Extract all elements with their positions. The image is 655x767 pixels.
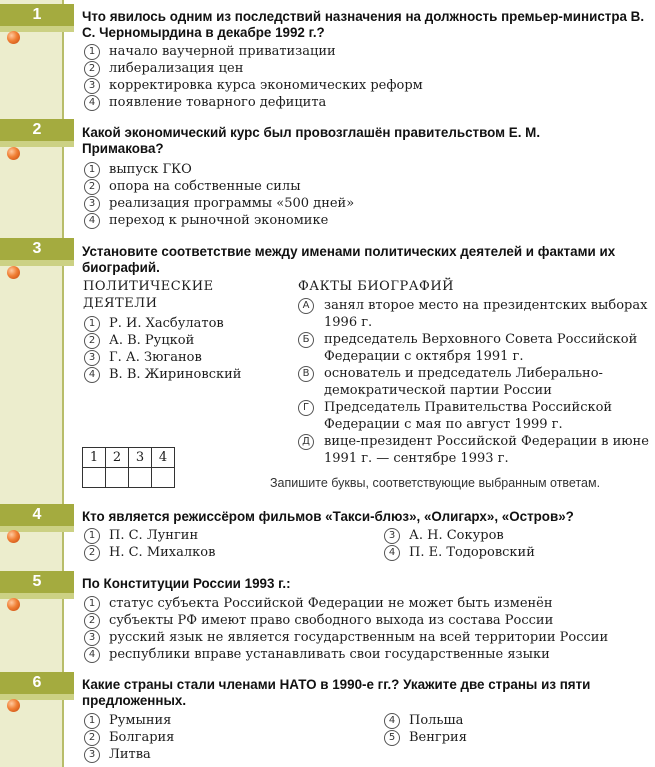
question-5-bullet-icon [7, 598, 20, 611]
answer-instruction: Запишите буквы, соответствующие выбранным ответам. [270, 476, 601, 490]
question-1-bullet-icon [7, 31, 20, 44]
question-1-option[interactable]: 1 начало ваучерной приватизации [84, 43, 336, 60]
question-1-option[interactable]: 3 корректировка курса экономических реформ [84, 77, 423, 94]
politician-item[interactable]: 3 Г. А. Зюганов [84, 349, 202, 366]
question-2-option[interactable]: 2 опора на собственные силы [84, 178, 301, 195]
question-2-number: 2 [0, 119, 74, 141]
question-1-text: Что явилось одним из последствий назначения на должность премьер-министра В. С. Черномырдина в декабре 1992 г.? [82, 9, 645, 40]
politician-item[interactable]: 2 А. В. Руцкой [84, 332, 194, 349]
question-1-option[interactable]: 2 либерализация цен [84, 60, 243, 77]
question-6-option[interactable]: 5 Венгрия [384, 729, 467, 746]
politicians-column-header: ПОЛИТИЧЕСКИЕ ДЕЯТЕЛИ [83, 279, 214, 311]
question-5-text: По Конституции России 1993 г.: [82, 576, 291, 591]
facts-column-header: ФАКТЫ БИОГРАФИЙ [298, 279, 455, 294]
question-6-option[interactable]: 3 Литва [84, 746, 151, 763]
question-4-bullet-icon [7, 530, 20, 543]
question-5-option[interactable]: 4 республики вправе устанавливать свои государственные языки [84, 646, 550, 663]
question-2-option[interactable]: 1 выпуск ГКО [84, 161, 192, 178]
question-6-bullet-icon [7, 699, 20, 712]
question-5-option[interactable]: 1 статус субъекта Российской Федерации не может быть изменён [84, 595, 553, 612]
question-2-bullet-icon [7, 147, 20, 160]
question-4-option[interactable]: 3 А. Н. Сокуров [384, 527, 504, 544]
question-3-number: 3 [0, 238, 74, 260]
question-4-option[interactable]: 1 П. С. Лунгин [84, 527, 198, 544]
question-2-option[interactable]: 4 переход к рыночной экономике [84, 212, 328, 229]
question-2-text: Какой экономический курс был провозглашён правительством Е. М. Примакова? [82, 125, 541, 156]
question-6-text: Какие страны стали членами НАТО в 1990-е гг.? Укажите две страны из пяти предложенных. [82, 677, 591, 708]
question-5-option[interactable]: 2 субъекты РФ имеют право свободного выхода из состава России [84, 612, 553, 629]
question-4-option[interactable]: 4 П. Е. Тодоровский [384, 544, 535, 561]
question-6-option[interactable]: 1 Румыния [84, 712, 171, 729]
question-5-option[interactable]: 3 русский язык не является государственным на всей территории России [84, 629, 608, 646]
question-2-option[interactable]: 3 реализация программы «500 дней» [84, 195, 354, 212]
politician-item[interactable]: 4 В. В. Жириновский [84, 366, 241, 383]
question-6-number: 6 [0, 672, 74, 694]
politician-item[interactable]: 1 Р. И. Хасбулатов [84, 315, 224, 332]
question-1-number: 1 [0, 4, 74, 26]
fact-item[interactable]: Д вице-президент Российской Федерации в июне 1991 г. — сентябре 1993 г. [298, 433, 653, 467]
answer-cell[interactable] [106, 468, 129, 488]
question-6-option[interactable]: 4 Польша [384, 712, 463, 729]
fact-item[interactable]: В основатель и председатель Либерально-демократической партии России [298, 365, 653, 399]
question-3-bullet-icon [7, 266, 20, 279]
fact-item[interactable]: А занял второе место на президентских выборах 1996 г. [298, 297, 653, 331]
answer-cell[interactable] [129, 468, 152, 488]
question-6-option[interactable]: 2 Болгария [84, 729, 174, 746]
question-4-option[interactable]: 2 Н. С. Михалков [84, 544, 215, 561]
fact-item[interactable]: Г Председатель Правительства Российской Федерации с мая по август 1999 г. [298, 399, 653, 433]
fact-item[interactable]: Б председатель Верховного Совета Российской Федерации с октября 1991 г. [298, 331, 653, 365]
question-4-text: Кто является режиссёром фильмов «Такси-блюз», «Олигарх», «Остров»? [82, 509, 574, 524]
answer-cell[interactable] [152, 468, 175, 488]
margin-divider [62, 0, 64, 767]
answer-table [82, 447, 175, 488]
question-1-option[interactable]: 4 появление товарного дефицита [84, 94, 326, 111]
question-5-number: 5 [0, 571, 74, 593]
answer-table-header: 2 [106, 448, 129, 468]
answer-cell[interactable] [83, 468, 106, 488]
question-3-text: Установите соответствие между именами политических деятелей и фактами их биографий. [82, 244, 616, 275]
answer-table-header: 4 [152, 448, 175, 468]
margin-strip [0, 0, 62, 767]
question-4-number: 4 [0, 504, 74, 526]
answer-table-header: 1 [83, 448, 106, 468]
answer-table-header: 3 [129, 448, 152, 468]
